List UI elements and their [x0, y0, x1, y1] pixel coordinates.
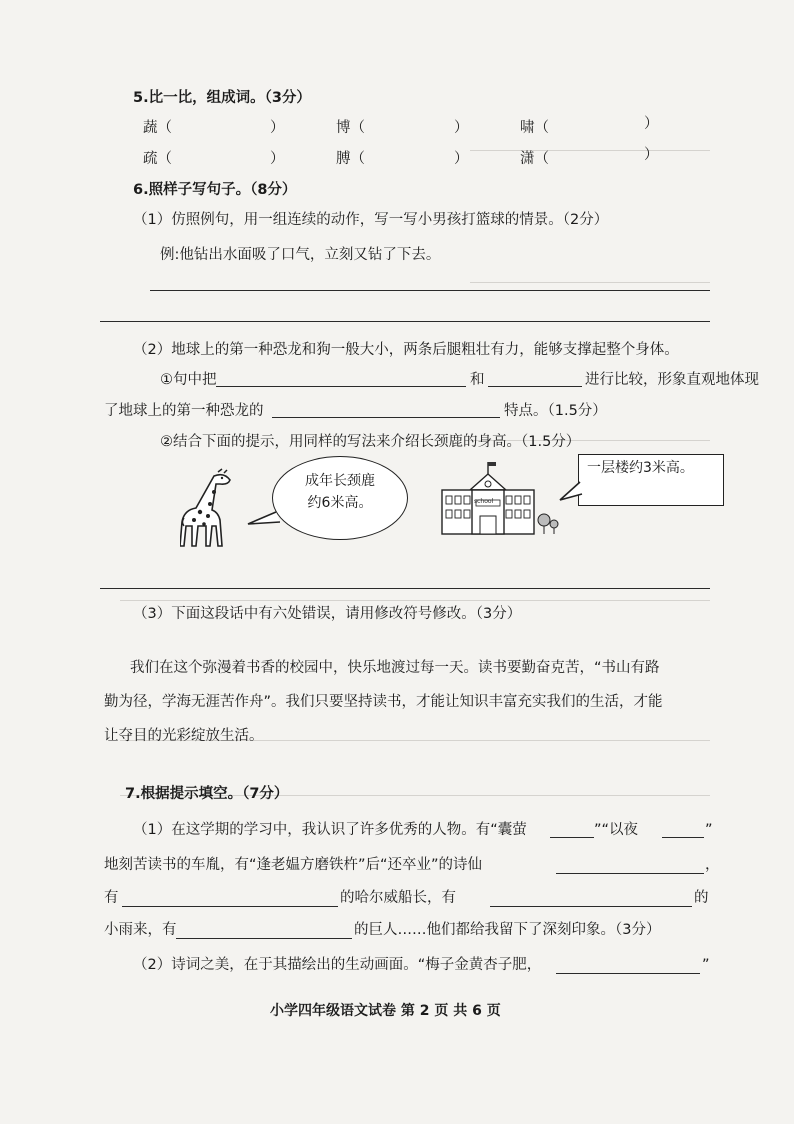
blank-trait[interactable] — [272, 417, 500, 418]
q7-l1-c: ” — [705, 822, 713, 838]
q7-l1-b: ”“以夜 — [594, 822, 639, 838]
school-sign: school — [474, 498, 494, 505]
building-bubble-text: 一层楼约3米高。 — [587, 460, 694, 476]
q5-r2-c3: 潇（ — [520, 151, 549, 167]
blank-yiye[interactable] — [662, 837, 704, 838]
q6-para-line-1: 我们在这个弥漫着书香的校园中，快乐地渡过每一天。读书要勤奋克苦，“书山有路 — [130, 660, 660, 676]
blank-compare-b[interactable] — [488, 386, 582, 387]
q7-l3-c: 的 — [694, 890, 709, 906]
q7-l4-b: 的巨人……他们都给我留下了深刻印象。（3分） — [354, 922, 661, 938]
q6-para-line-2: 勤为径，学海无涯苦作舟”。我们只要坚持读书，才能让知识丰富充实我们的生活，才能 — [104, 694, 663, 710]
q6-p2a-pre: ①句中把 — [160, 372, 217, 388]
q5-r2-c3-close: ） — [644, 147, 659, 163]
q5-r2-c2-close: ） — [454, 151, 469, 167]
blank-poem[interactable] — [556, 973, 700, 974]
q7-l5: （2）诗词之美，在于其描绘出的生动画面。“梅子金黄杏子肥， — [133, 957, 542, 973]
q5-title: 5.比一比，组成词。（3分） — [133, 90, 311, 106]
q6-p2c: ②结合下面的提示，用同样的写法来介绍长颈鹿的身高。（1.5分） — [160, 434, 581, 450]
blank-nangying[interactable] — [550, 837, 594, 838]
q6-p3: （3）下面这段话中有六处错误，请用修改符号修改。（3分） — [133, 606, 522, 622]
q5-r1-c3-close: ） — [644, 116, 659, 132]
q7-l3-b: 的哈尔威船长，有 — [340, 890, 456, 906]
q7-l2: 地刻苦读书的车胤，有“逢老媪方磨铁杵”后“还卒业”的诗仙 — [104, 857, 483, 873]
blank-compare-a[interactable] — [216, 386, 466, 387]
blank-juren[interactable] — [176, 938, 352, 939]
q5-r1-c1: 蔬（ — [143, 120, 172, 136]
blank-harwei[interactable] — [122, 906, 338, 907]
q5-r2-c1-close: ） — [270, 151, 285, 167]
q6-p2b-post: 特点。（1.5分） — [504, 403, 607, 419]
blank-yulai[interactable] — [490, 906, 692, 907]
q7-l2-end: ， — [705, 857, 720, 873]
blank-shixian[interactable] — [556, 873, 704, 874]
answer-line-2[interactable] — [100, 321, 710, 322]
bubble-line-2: 约6米高。 — [307, 495, 373, 511]
giraffe-icon — [180, 468, 240, 548]
q7-l5-end: ” — [702, 957, 710, 973]
q7-l1-a: （1）在这学期的学习中，我认识了许多优秀的人物。有“囊萤 — [133, 822, 527, 838]
giraffe-speech-bubble — [272, 456, 408, 540]
q6-example: 例:他钻出水面吸了口气，立刻又钻了下去。 — [160, 247, 441, 263]
school-building-icon — [440, 460, 560, 538]
q7-title: 7.根据提示填空。（7分） — [125, 786, 289, 802]
q6-p1: （1）仿照例句，用一组连续的动作，写一写小男孩打篮球的情景。（2分） — [133, 212, 609, 228]
building-speech-box — [578, 454, 724, 506]
answer-line-3[interactable] — [100, 588, 710, 589]
q6-p2a-mid: 和 — [470, 372, 485, 388]
box-tail-icon — [556, 476, 586, 506]
bleed-line — [470, 150, 710, 151]
bubble-tail-icon — [244, 510, 284, 530]
q7-l3-a: 有 — [104, 890, 119, 906]
q5-r2-c2: 膊（ — [336, 151, 365, 167]
q5-r1-c1-close: ） — [270, 120, 285, 136]
q5-r1-c2-close: ） — [454, 120, 469, 136]
bubble-line-1: 成年长颈鹿 — [305, 473, 375, 489]
q7-l4-a: 小雨来，有 — [104, 922, 177, 938]
q6-para-line-3: 让夺目的光彩绽放生活。 — [104, 728, 264, 744]
bleed-line — [470, 282, 710, 283]
bleed-line — [120, 600, 710, 601]
q6-title: 6.照样子写句子。（8分） — [133, 182, 297, 198]
q5-r1-c2: 博（ — [336, 120, 365, 136]
q6-p2: （2）地球上的第一种恐龙和狗一般大小，两条后腿粗壮有力，能够支撑起整个身体。 — [133, 342, 679, 358]
q5-r2-c1: 疏（ — [143, 151, 172, 167]
q5-r1-c3: 啸（ — [520, 120, 549, 136]
page-footer: 小学四年级语文试卷 第 2 页 共 6 页 — [270, 1003, 501, 1019]
q6-p2a-post: 进行比较，形象直观地体现 — [585, 372, 759, 388]
answer-line-1[interactable] — [150, 290, 710, 291]
q6-p2b-pre: 了地球上的第一种恐龙的 — [104, 403, 264, 419]
